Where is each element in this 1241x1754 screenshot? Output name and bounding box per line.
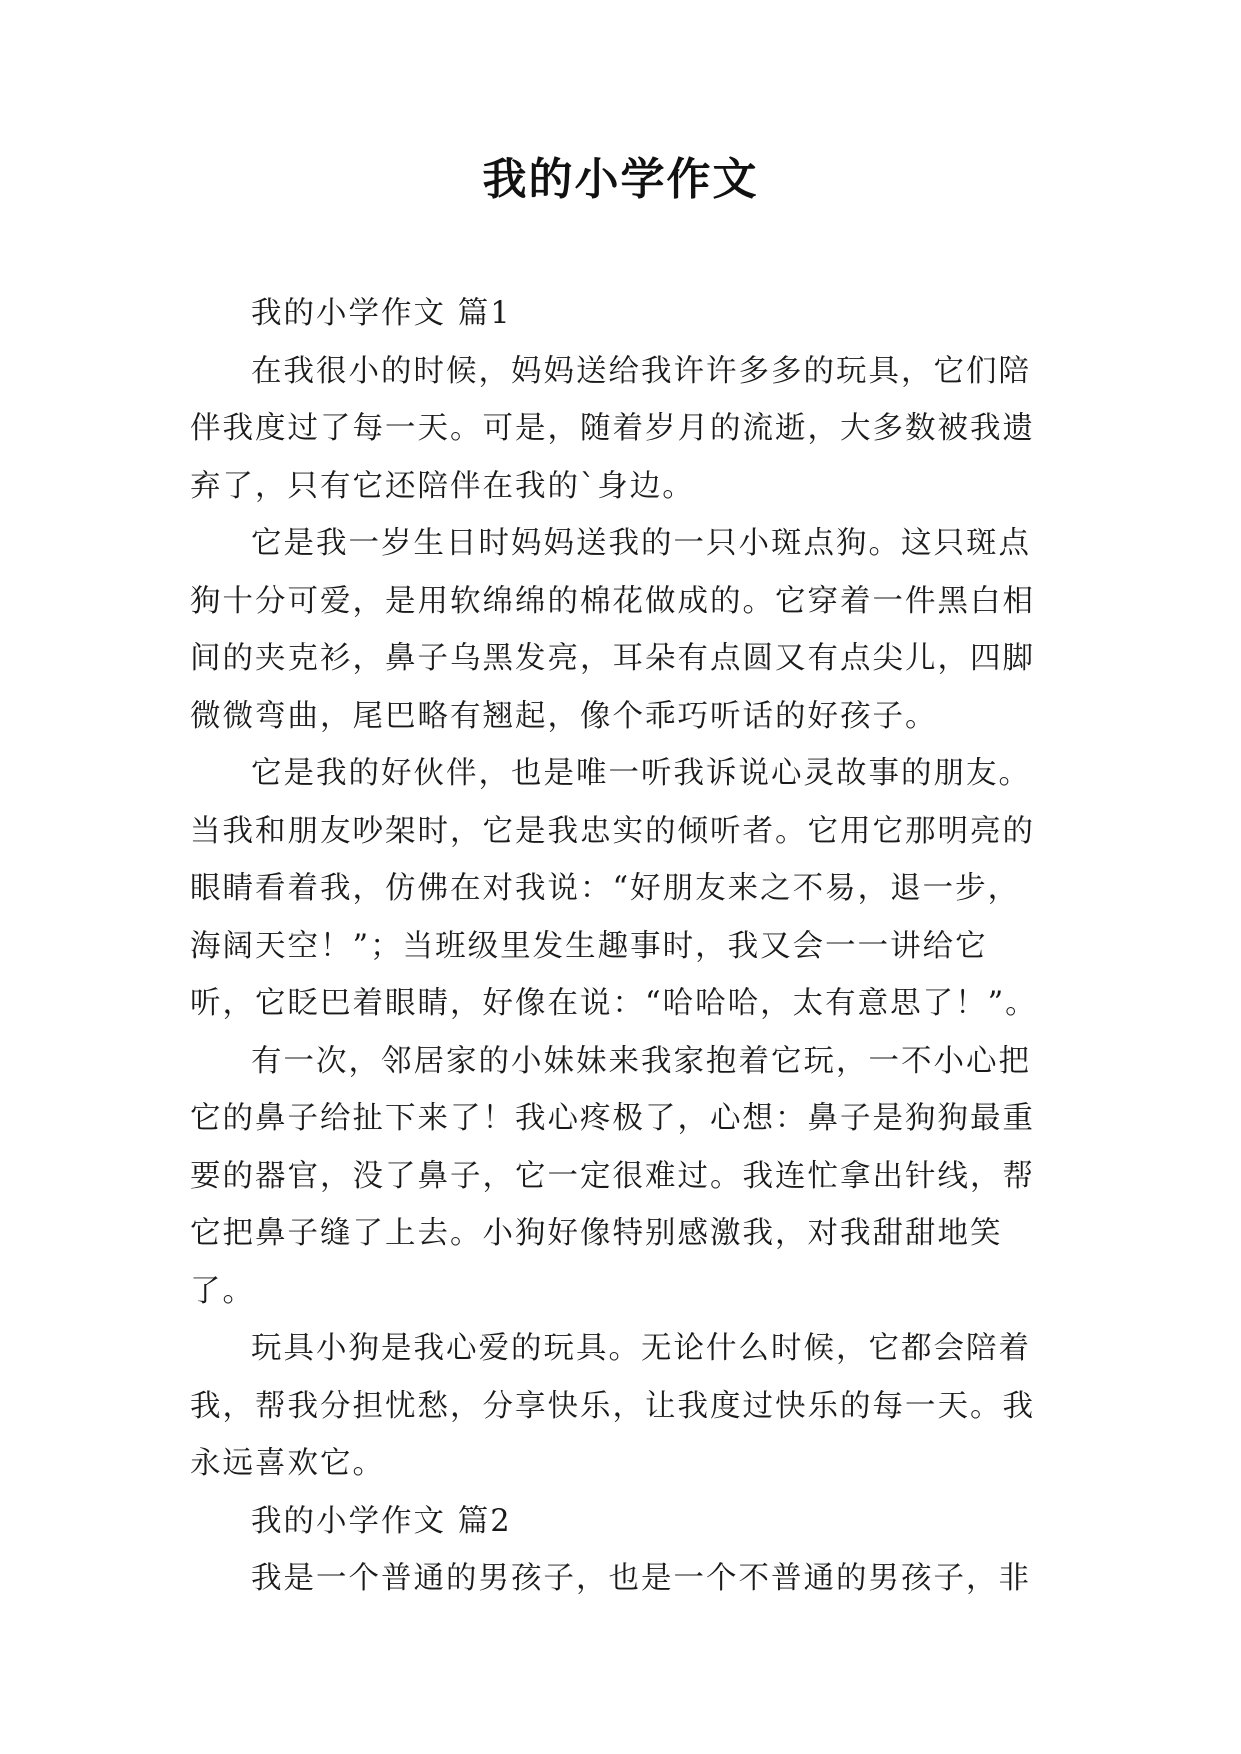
paragraph: 有一次，邻居家的小妹妹来我家抱着它玩，一不小心把它的鼻子给扯下来了！我心疼极了，心想：鼻子是狗狗最重要的器官，没了鼻子，它一定很难过。我连忙拿出针线，帮它把鼻子缝了上去。小狗好像特别感激我，对我甜甜地笑了。 [190,1043,1035,1309]
section-heading-1: 我的小学作文 篇1 [251,296,512,331]
paragraph: 它是我的好伙伴，也是唯一听我诉说心灵故事的朋友。当我和朋友吵架时，它是我忠实的倾听者。它用它那明亮的眼睛看着我，仿佛在对我说：“好朋友来之不易，退一步，海阔天空！”；当班级里发生趣事时，我又会一一讲给它听，它眨巴着眼睛，好像在说：“哈哈哈，太有意思了！”。 [190,756,1038,1021]
section-heading-2: 我的小学作文 篇2 [251,1503,512,1539]
document-body [190,285,1052,1608]
document-title: 我的小学作文 [482,154,759,205]
paragraph: 在我很小的时候，妈妈送给我许许多多的玩具，它们陪伴我度过了每一天。可是，随着岁月的流逝，大多数被我遗弃了，只有它还陪伴在我的`身边。 [190,353,1035,504]
paragraph: 玩具小狗是我心爱的玩具。无论什么时候，它都会陪着我，帮我分担忧愁，分享快乐，让我度过快乐的每一天。我永远喜欢它。 [190,1331,1035,1481]
paragraph: 我是一个普通的男孩子，也是一个不普通的男孩子，非 [251,1561,1031,1596]
paragraph: 它是我一岁生日时妈妈送我的一只小斑点狗。这只斑点狗十分可爱，是用软绵绵的棉花做成的。它穿着一件黑白相间的夹克衫，鼻子乌黑发亮，耳朵有点圆又有点尖儿，四脚微微弯曲，尾巴略有翘起，像个乖巧听话的好孩子。 [190,526,1035,734]
